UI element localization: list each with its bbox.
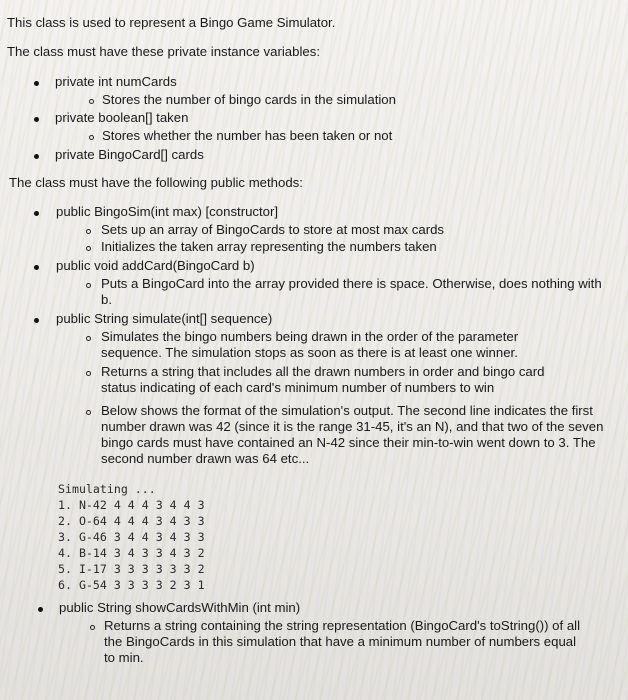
field-signature: private BingoCard[] cards bbox=[55, 147, 204, 162]
fields-heading: The class must have these private instance variables: bbox=[7, 44, 320, 59]
bullet-dot bbox=[34, 211, 39, 216]
method-description: Simulates the bingo numbers being drawn in the order of the parameter sequence. The simulation stops as soon as there is at least one winner. bbox=[101, 329, 519, 360]
output-line: 1. N-42 4 4 4 3 4 4 3 bbox=[58, 498, 205, 512]
methods-heading: The class must have the following public methods: bbox=[9, 175, 303, 190]
sub-bullet-circle bbox=[89, 135, 94, 140]
sub-bullet-circle bbox=[86, 246, 91, 251]
sub-bullet-circle bbox=[90, 625, 95, 630]
method-signature: public BingoSim(int max) [constructor] bbox=[56, 204, 279, 219]
method-description: Below shows the format of the simulation's output. The second line indicates the first number drawn was 42 (since it is the range 31-45, it's an N), and that two of the seven bingo cards must have contained an N-42 since their min-to-win went down to 3. The second number drawn was 64 etc... bbox=[101, 403, 604, 466]
field-description: Stores the number of bingo cards in the simulation bbox=[102, 92, 396, 107]
sub-bullet-circle bbox=[86, 371, 91, 376]
method-signature: public void addCard(BingoCard b) bbox=[56, 258, 255, 273]
output-line: 5. I-17 3 3 3 3 3 3 2 bbox=[58, 562, 205, 576]
sub-bullet-circle bbox=[86, 229, 91, 234]
sub-bullet-circle bbox=[86, 410, 91, 415]
bullet-dot bbox=[34, 154, 39, 159]
method-signature: public String simulate(int[] sequence) bbox=[56, 311, 273, 326]
bullet-dot bbox=[38, 607, 43, 612]
method-description: Returns a string containing the string representation (BingoCard's toString()) of all the BingoCards in this simulation that have a minimum number of numbers equal to min. bbox=[104, 618, 581, 665]
field-signature: private int numCards bbox=[55, 74, 177, 89]
method-description: Sets up an array of BingoCards to store at most max cards bbox=[101, 222, 445, 237]
bullet-dot bbox=[34, 265, 39, 270]
bullet-dot bbox=[34, 318, 39, 323]
bullet-dot bbox=[34, 81, 39, 86]
output-line: 4. B-14 3 4 3 3 4 3 2 bbox=[58, 546, 205, 560]
bullet-dot bbox=[34, 117, 39, 122]
intro-text: This class is used to represent a Bingo Game Simulator. bbox=[7, 15, 336, 30]
output-line: Simulating ... bbox=[58, 482, 156, 496]
output-line: 3. G-46 3 4 4 3 4 3 3 bbox=[58, 530, 205, 544]
output-line: 6. G-54 3 3 3 3 2 3 1 bbox=[58, 578, 205, 592]
sub-bullet-circle bbox=[86, 283, 91, 288]
field-signature: private boolean[] taken bbox=[55, 110, 189, 125]
sub-bullet-circle bbox=[86, 336, 91, 341]
output-line: 2. O-64 4 4 4 3 4 3 3 bbox=[58, 514, 205, 528]
method-description: Returns a string that includes all the drawn numbers in order and bingo card status indicating of each card's minimum number of numbers to win bbox=[101, 364, 545, 395]
sub-bullet-circle bbox=[89, 99, 94, 104]
method-signature: public String showCardsWithMin (int min) bbox=[59, 600, 301, 615]
field-description: Stores whether the number has been taken or not bbox=[102, 128, 393, 143]
method-description: Initializes the taken array representing the numbers taken bbox=[101, 239, 437, 254]
method-description: Puts a BingoCard into the array provided there is space. Otherwise, does nothing with b. bbox=[101, 276, 602, 307]
